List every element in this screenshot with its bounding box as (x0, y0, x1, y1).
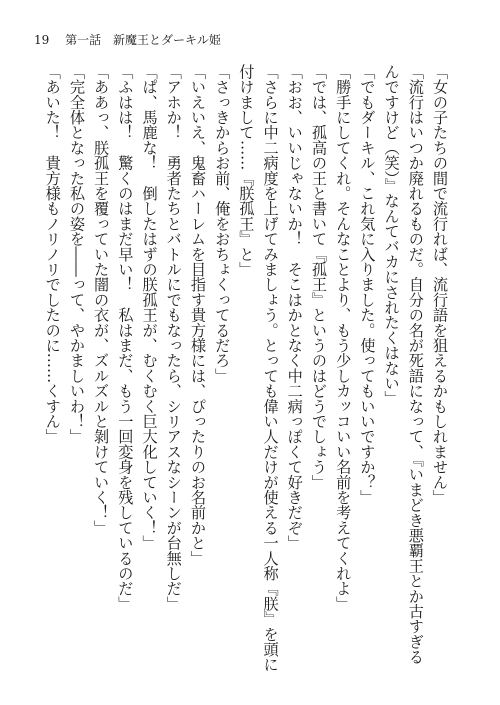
dialogue-line: 「さっきからお前、俺をおちょくってるだろ」 (213, 64, 232, 384)
chapter-label: 第一話 (65, 33, 102, 47)
chapter-title: 新魔王とダーキル姫 (112, 33, 221, 47)
dialogue-line: 「ああっ、朕孤王を覆っていた闇の衣が、ズルズルと剝けていく！」 (92, 64, 111, 536)
dialogue-line: 「完全体となった私の姿を――って、やかましいわ！」 (67, 64, 86, 444)
page-number: 19 (34, 33, 50, 47)
dialogue-line: 「では、孤高の王と書いて『孤王』というのはどうでしょう」 (309, 64, 328, 490)
dialogue-line: 「いえいえ、鬼畜ハーレムを目指す貴方様には、ぴったりのお名前かと」 (188, 64, 207, 566)
dialogue-line: 「ぱ、馬鹿な！ 倒したはずの朕孤王が、むくむく巨大化していく！」 (140, 64, 159, 551)
dialogue-line: 「さらに中二病度を上げてみましょう。とっても偉い人だけが使える一人称『朕』を頭に付けまして……『朕孤王』と」 (237, 64, 280, 672)
vertical-body-text (22, 64, 452, 676)
dialogue-line: 「流行はいつか廃れるものだ。自分の名が死語になって、『いまどき悪覇王とか古すぎるんですけど（笑）』なんてバカにされたくはない」 (382, 64, 425, 665)
dialogue-line: 「アホか！ 勇者たちとバトルにでもなったら、シリアスなシーンが台無しだ」 (164, 64, 183, 612)
dialogue-line: 「でもダーキル、これ気に入りました。使ってもいいですか？」 (358, 64, 377, 505)
dialogue-line: 「おお、いいじゃないか！ そこはかとなく中二病っぽくて好きだぞ」 (285, 64, 304, 551)
dialogue-line: 「勝手にしてくれ。そんなことより、もう少しカッコいい名前を考えてくれよ」 (334, 64, 353, 612)
dialogue-line: 「女の子たちの間で流行れば、流行語を狙えるかもしれません」 (431, 64, 449, 505)
running-header (34, 34, 221, 46)
dialogue-line: 「あいた！ 貴方様もノリノリでしたのに……くすん」 (43, 64, 62, 444)
dialogue-line: 「ふはは！ 驚くのはまだ早い！ 私はまだ、もう一回変身を残しているのだ」 (116, 64, 135, 612)
